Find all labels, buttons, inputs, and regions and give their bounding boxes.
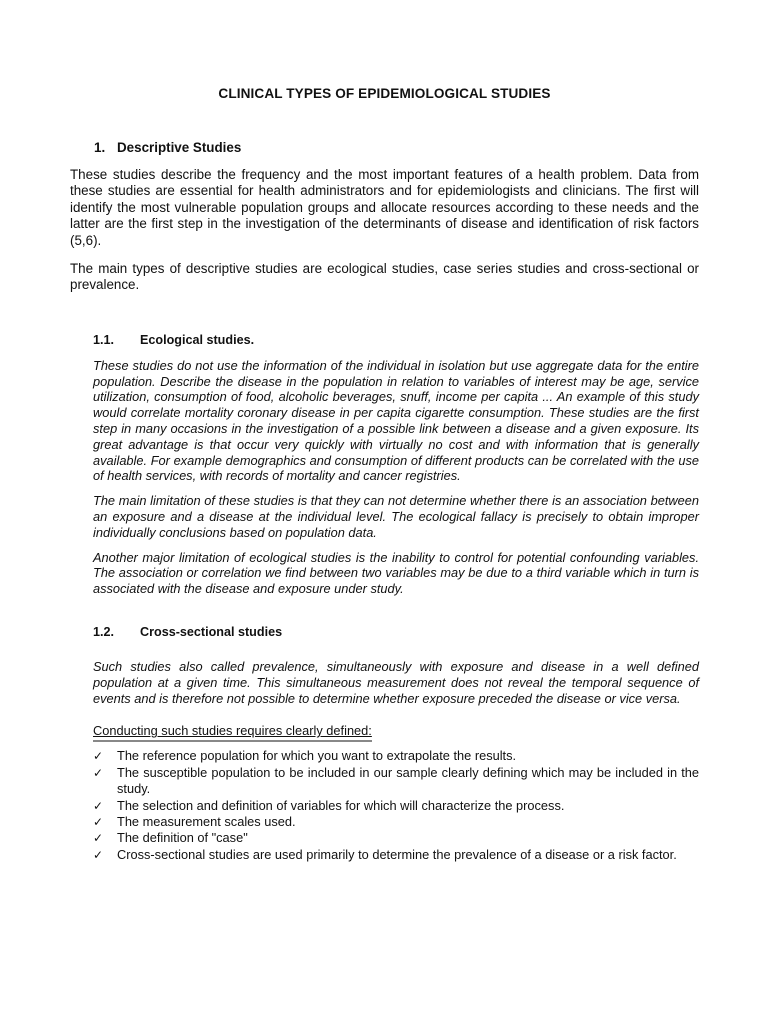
checkmark-icon: ✓ <box>93 798 104 813</box>
subsection-heading-cross-sectional <box>93 624 699 640</box>
checkmark-icon: ✓ <box>93 847 104 862</box>
subsection-heading-ecological <box>93 332 699 348</box>
list-item <box>93 830 699 846</box>
page-title: CLINICAL TYPES OF EPIDEMIOLOGICAL STUDIES <box>218 86 551 101</box>
subsection-title: Cross-sectional studies <box>140 625 283 639</box>
section-heading-descriptive <box>94 140 699 156</box>
list-item <box>93 814 699 830</box>
checkmark-icon: ✓ <box>93 831 104 846</box>
paragraph: These studies describe the frequency and the most important features of a health problem. Data from these studies are essential for health administrators and for epidemiologists and clinicians. The first will identify the most vulnerable population groups and allocate resources according to these needs and the latter are the first step in the investigation of the determinants of disease and identification of risk factors (5,6). <box>70 167 699 248</box>
italic-paragraph: The main limitation of these studies is that they can not determine whether there is an association between an exposure and a disease at the individual level. The ecological fallacy is precisely to obtain improper individually conclusions based on population data. <box>93 493 699 540</box>
checklist <box>70 748 699 863</box>
list-item <box>93 748 699 764</box>
list-intro: Conducting such studies requires clearly defined: <box>93 723 372 742</box>
list-item-text: Cross-sectional studies are used primarily to determine the prevalence of a disease or a risk factor. <box>117 846 677 862</box>
subsection-title: Ecological studies. <box>140 332 255 347</box>
section-title: Descriptive Studies <box>117 140 242 155</box>
document-page <box>70 86 699 863</box>
subsection-number: 1.1. <box>93 332 115 347</box>
subsection-number: 1.2. <box>93 625 115 639</box>
list-item-text: The susceptible population to be included in our sample clearly defining which may be included in the study. <box>117 764 699 797</box>
list-item <box>93 847 699 863</box>
paragraph: The main types of descriptive studies are ecological studies, case series studies and cross-sectional or prevalence. <box>70 261 699 293</box>
list-item-text: The selection and definition of variables for which will characterize the process. <box>117 797 565 813</box>
italic-paragraph: These studies do not use the information of the individual in isolation but use aggregate data for the entire population. Describe the disease in the population in relation to variables of interest may be age, service utilization, consumption of food, alcoholic beverages, snuff, income per capita ... An example of this study would correlate mortality coronary disease in per capita cigarette consumption. These studies are the first step in many occasions in the investigation of a possible link between a disease and a given exposure. Its great advantage is that occur very quickly with virtually no cost and with information that is generally available. For example demographics and consumption of different products can be correlated with the use of health services, with records of mortality and cancer registries. <box>93 357 699 484</box>
list-item-text: The reference population for which you want to extrapolate the results. <box>117 748 517 764</box>
checkmark-icon: ✓ <box>93 815 104 830</box>
checkmark-icon: ✓ <box>93 749 104 764</box>
list-item <box>93 765 699 798</box>
italic-paragraph: Such studies also called prevalence, simultaneously with exposure and disease in a well defined population at a given time. This simultaneous measurement does not reveal the temporal sequence of events and is therefore not possible to determine whether exposure preceded the disease or vice versa. <box>93 659 699 706</box>
italic-paragraph: Another major limitation of ecological studies is the inability to control for potential confounding variables. The association or correlation we find between two variables may be due to a third variable which in turn is associated with the disease and exposure under study. <box>93 549 699 597</box>
list-item-text: The definition of "case" <box>117 830 248 846</box>
list-item <box>93 798 699 814</box>
list-item-text: The measurement scales used. <box>117 814 296 830</box>
section-number: 1. <box>94 140 106 155</box>
checkmark-icon: ✓ <box>93 765 104 780</box>
